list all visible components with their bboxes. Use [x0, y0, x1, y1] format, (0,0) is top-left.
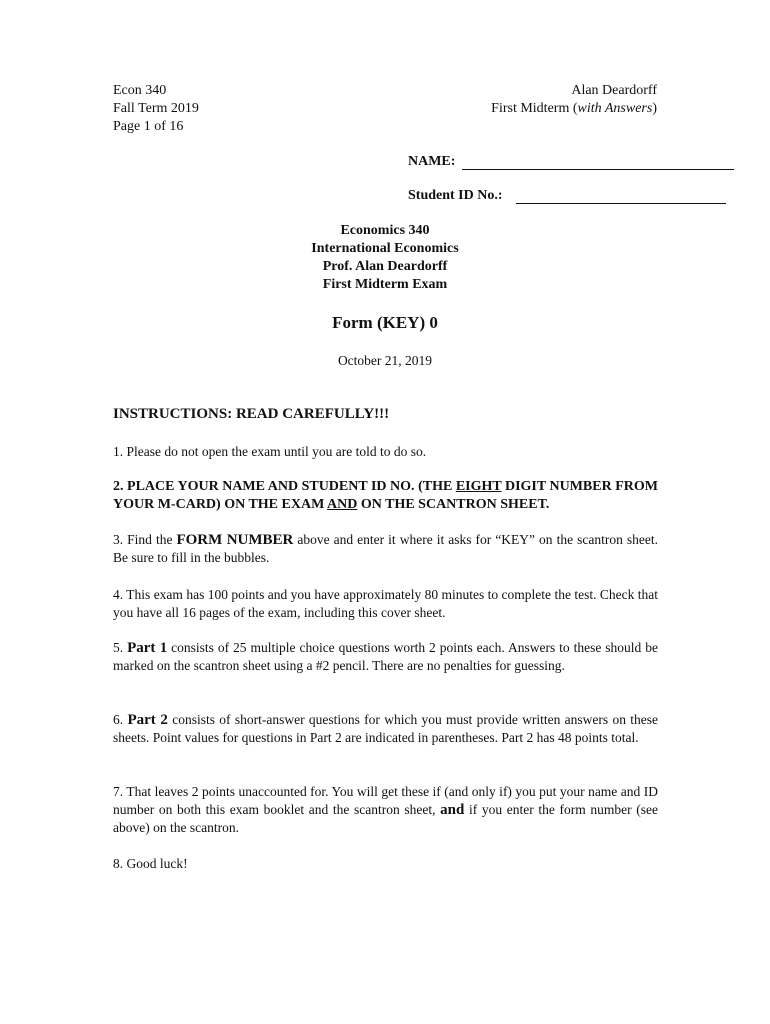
course-code: Econ 340 [113, 83, 167, 98]
student-id-field [408, 187, 726, 204]
instruction-7-and: and [440, 802, 465, 818]
exam-subtitle-suffix: ) [652, 101, 657, 116]
instruction-3-part-b: above and enter it where it asks for “KEY” on the scantron sheet. Be sure to fill in the bubbles. [113, 532, 658, 565]
student-id-label: Student ID No.: [408, 188, 503, 203]
instruction-8: 8. Good luck! [113, 856, 188, 871]
instruction-7 [113, 783, 658, 837]
instruction-6-part-b: consists of short-answer questions for which you must provide written answers on these sheets. Point values for questions in Part 2 are indicated in parentheses. Part 2 has 48 points total. [113, 712, 659, 745]
instruction-3-part-a: 3. Find the [113, 532, 177, 547]
exam-subtitle-prefix: First Midterm ( [491, 101, 578, 116]
header-left [113, 82, 199, 136]
instruction-5 [113, 639, 658, 675]
page-number: Page 1 of 16 [113, 119, 184, 134]
instruction-6-part-a: 6. [113, 712, 128, 727]
instruction-5-part-1: Part 1 [127, 640, 168, 656]
instruction-6 [113, 711, 658, 747]
instruction-5-part-a: 5. [113, 640, 128, 655]
exam-date: October 21, 2019 [337, 353, 433, 368]
instruction-5-part-b: consists of 25 multiple choice questions worth 2 points each. Answers to these should be marked on the scantron sheet using a #2 pencil. There are no penalties for guessing. [113, 640, 658, 673]
form-number: Form (KEY) 0 [332, 313, 438, 332]
instruction-6-part-2: Part 2 [127, 712, 168, 728]
course-subject: International Economics [311, 241, 459, 256]
instruction-3-form-number: FORM NUMBER [176, 532, 294, 548]
instruction-3 [113, 531, 658, 567]
instruction-2-underline-and: AND [327, 497, 358, 512]
term: Fall Term 2019 [113, 101, 199, 116]
name-field [408, 153, 734, 170]
header-right [491, 82, 657, 118]
name-blank[interactable] [462, 153, 734, 170]
instruction-2-underline-eight: EIGHT [455, 479, 502, 494]
instruction-2-part-a: 2. PLACE YOUR NAME AND STUDENT ID NO. (THE [113, 479, 456, 494]
professor: Prof. Alan Deardorff [322, 259, 448, 274]
instruction-2 [113, 478, 658, 514]
instruction-7-part-a: 7. That leaves 2 points unaccounted for. You will get these if (and only if) you put your name and ID number on both this exam booklet and the scantron sheet, [113, 784, 658, 817]
exam-title: First Midterm Exam [322, 277, 448, 292]
instruction-2-part-c: ON THE SCANTRON SHEET. [357, 497, 550, 512]
title-block [0, 222, 770, 294]
instruction-1: 1. Please do not open the exam until you are told to do so. [113, 444, 427, 459]
course-title: Economics 340 [340, 223, 430, 238]
instruction-4: 4. This exam has 100 points and you have approximately 80 minutes to complete the test. Check that you have all 16 pages of the exam, including this cover sheet. [113, 587, 658, 620]
instruction-2-part-b: DIGIT NUMBER FROM YOUR M-CARD) ON THE EXAM [113, 479, 658, 512]
exam-subtitle-italic: with Answers [577, 101, 653, 116]
instructor-name: Alan Deardorff [571, 83, 657, 98]
student-id-blank[interactable] [516, 187, 726, 204]
instruction-7-part-b: if you enter the form number (see above) on the scantron. [113, 802, 658, 835]
instructions-heading: INSTRUCTIONS: READ CAREFULLY!!! [113, 406, 390, 422]
exam-subtitle [491, 100, 657, 118]
name-label: NAME: [408, 154, 456, 169]
